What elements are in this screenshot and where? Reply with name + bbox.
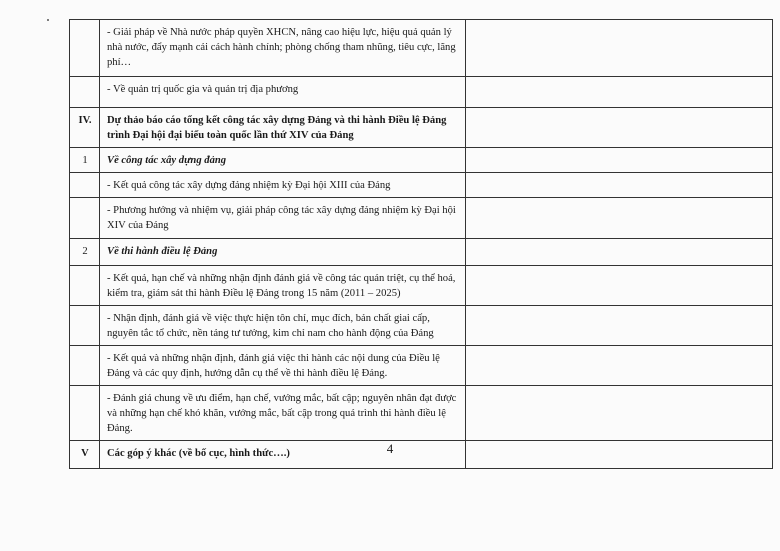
row-number — [70, 77, 100, 108]
row-content: - Kết quả và những nhận định, đánh giá việc thi hành các nội dung của Điều lệ Đảng và các quy định, hướng dẫn cụ thể về thi hành điều lệ Đảng. — [100, 346, 466, 386]
table-row — [70, 108, 773, 148]
table-row — [70, 173, 773, 198]
subsection-number: 2 — [70, 239, 100, 266]
feedback-table — [69, 19, 773, 469]
table-row — [70, 20, 773, 77]
table-row — [70, 266, 773, 306]
row-content: - Đánh giá chung về ưu điểm, hạn chế, vướng mắc, bất cập; nguyên nhân đạt được và những hạn chế khó khăn, vướng mắc, bất cập trong quá trình thi hành điều lệ Đảng. — [100, 386, 466, 441]
subsection-title: Về công tác xây dựng đảng — [100, 148, 466, 173]
subsection-number: 1 — [70, 148, 100, 173]
row-content: - Nhận định, đánh giá về việc thực hiện tôn chỉ, mục đích, bản chất giai cấp, nguyên tắc tổ chức, nền tảng tư tưởng, kim chỉ nam cho hành động của Đảng — [100, 306, 466, 346]
row-number — [70, 386, 100, 441]
row-content: - Kết quả, hạn chế và những nhận định đánh giá về công tác quán triệt, cụ thể hoá, kiểm tra, giám sát thi hành Điều lệ Đảng trong 15 năm (2011 – 2025) — [100, 266, 466, 306]
section-number: V — [70, 441, 100, 469]
table-row — [70, 148, 773, 173]
comment-cell[interactable] — [466, 266, 773, 306]
comment-cell[interactable] — [466, 148, 773, 173]
row-content: - Về quản trị quốc gia và quản trị địa phương — [100, 77, 466, 108]
table-row — [70, 239, 773, 266]
scan-speck — [47, 19, 49, 21]
comment-cell[interactable] — [466, 20, 773, 77]
row-number — [70, 173, 100, 198]
row-number — [70, 306, 100, 346]
comment-cell[interactable] — [466, 198, 773, 239]
subsection-title: Về thi hành điều lệ Đảng — [100, 239, 466, 266]
table-row — [70, 386, 773, 441]
section-number: IV. — [70, 108, 100, 148]
comment-cell[interactable] — [466, 386, 773, 441]
row-content: - Giải pháp về Nhà nước pháp quyền XHCN, nâng cao hiệu lực, hiệu quả quản lý nhà nước, đẩy mạnh cải cách hành chính; phòng chống tham nhũng, tiêu cực, lãng phí… — [100, 20, 466, 77]
row-content: - Kết quả công tác xây dựng đảng nhiệm kỳ Đại hội XIII của Đảng — [100, 173, 466, 198]
comment-cell[interactable] — [466, 306, 773, 346]
section-title: Các góp ý khác (về bố cục, hình thức….) — [100, 441, 466, 469]
table-row — [70, 346, 773, 386]
row-number — [70, 198, 100, 239]
row-number — [70, 20, 100, 77]
comment-cell[interactable] — [466, 77, 773, 108]
section-title: Dự thảo báo cáo tổng kết công tác xây dựng Đảng và thi hành Điều lệ Đảng trình Đại hội đại biểu toàn quốc lần thứ XIV của Đảng — [100, 108, 466, 148]
comment-cell[interactable] — [466, 239, 773, 266]
table-row — [70, 77, 773, 108]
row-number — [70, 266, 100, 306]
comment-cell[interactable] — [466, 173, 773, 198]
page-number: 4 — [386, 441, 394, 456]
comment-cell[interactable] — [466, 346, 773, 386]
table-row — [70, 306, 773, 346]
table-row — [70, 198, 773, 239]
row-number — [70, 346, 100, 386]
row-content: - Phương hướng và nhiệm vụ, giải pháp công tác xây dựng đảng nhiệm kỳ Đại hội XIV của Đảng — [100, 198, 466, 239]
comment-cell[interactable] — [466, 108, 773, 148]
